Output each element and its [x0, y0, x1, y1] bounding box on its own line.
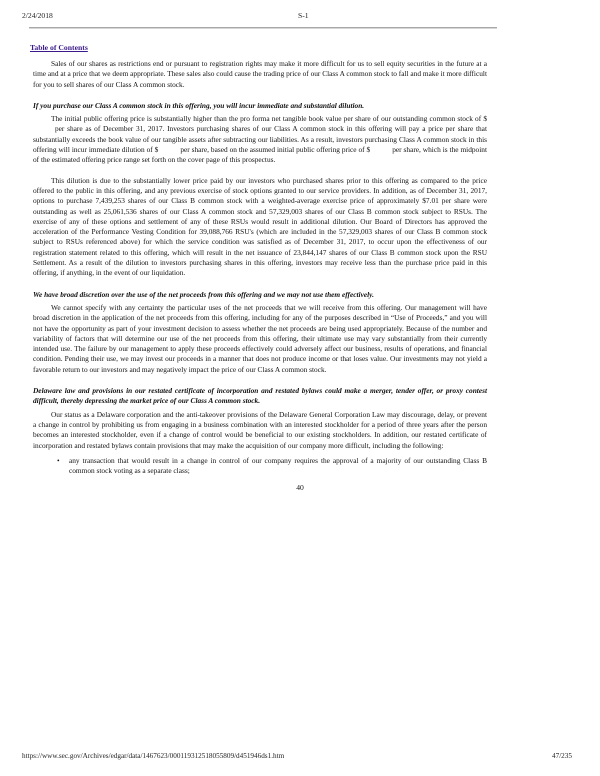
header-divider: [29, 27, 497, 29]
paragraph-dilution-cause: This dilution is due to the substantially lower price paid by our investors who purchased shares prior to this offering as compared to the price offered to the public in this offering, and any previous exercise of stock options granted to our service providers. In addition, as of December 31, 2017, options to purchase 7,439,253 shares of our Class B common stock with a weighted-average exercise price of approximately $7.01 per share were outstanding as well as 25,061,536 shares of our Class A common stock and 57,329,003 shares of our Class B common stock subject to RSUs. The exercise of any of these options and settlement of any of these RSUs would result in additional dilution. Our Board of Directors has approved the acceleration of the Performance Vesting Condition for 39,088,766 RSU's (which are included in the 57,329,003 shares of our Class B common stock subject to RSUs referenced above) for which the service condition was satisfied as of December 31, 2017, to occur upon the effectiveness of our registration statement related to this offering, which will result in the net issuance of 23,844,147 shares of our Class B common stock upon the RSU Settlement. As a result of the dilution to investors purchasing shares in this offering, investors may receive less than the purchase price paid in this offering, if anything, in the event of our liquidation.: [33, 175, 487, 278]
paragraph-initial-offering-price: The initial public offering price is substantially higher than the pro forma net tangible book value per share of our outstanding common stock of $per share as of December 31, 2017. Investors purchasing shares of our Class A common stock in this offering will pay a price per share that substantially exceeds the book value of our tangible assets after subtracting our liabilities. As a result, investors purchasing Class A common stock in this offering will incur immediate dilution of $ per share, based on the assumed initial public offering price of $ per share, which is the midpoint of the estimated offering price range set forth on the cover page of this prospectus.: [33, 114, 487, 165]
footer-page-count: 47/235: [552, 752, 572, 760]
page-number: 40: [296, 483, 304, 492]
risk-heading-delaware-law: Delaware law and provisions in our restated certificate of incorporation and restated bylaws could make a merger, tender offer, or proxy contest difficult, thereby depressing the market price of our Class A common stock.: [33, 386, 487, 406]
paragraph-sales-of-shares: Sales of our shares as restrictions end or pursuant to registration rights may make it more difficult for us to sell equity securities in the future at a time and at a price that we deem appropriate. These sales also could cause the trading price of our Class A common stock to fall and make it more difficult for you to sell shares of our Class A common stock.: [33, 59, 487, 89]
risk-heading-dilution: If you purchase our Class A common stock in this offering, you will incur immediate and substantial dilution.: [33, 100, 365, 110]
bullet-marker: •: [57, 455, 60, 465]
paragraph-net-proceeds: We cannot specify with any certainty the particular uses of the net proceeds that we will receive from this offering. Our management will have broad discretion in the application of the net proceeds from this offering, including for any of the purposes described in “Use of Proceeds,” and you will not have the opportunity as part of your investment decision to assess whether the net proceeds are being used appropriately. Because of the number and variability of factors that will determine our use of the net proceeds from this offering, their ultimate use may vary substantially from their currently intended use. The failure by our management to apply these proceeds effectively could adversely affect our business, results of operations, and financial condition. Pending their use, we may invest our proceeds in a manner that does not produce income or that loses value. Our investments may not yield a favorable return to our investors and may negatively impact the price of our Class A common stock.: [33, 302, 487, 374]
document-title: S-1: [298, 11, 309, 20]
paragraph-delaware-status: Our status as a Delaware corporation and the anti-takeover provisions of the Delaware General Corporation Law may discourage, delay, or prevent a change in control by prohibiting us from engaging in a business combination with an interested stockholder for a period of three years after the person becomes an interested stockholder, even if a change of control would be beneficial to our existing stockholders. In addition, our restated certificate of incorporation and restated bylaws contain provisions that may make the acquisition of our company more difficult, including the following:: [33, 409, 487, 450]
table-of-contents-link[interactable]: Table of Contents: [30, 43, 88, 52]
bullet-item-class-b-approval: • any transaction that would result in a change in control of our company requires the approval of a majority of our outstanding Class B common stock voting as a separate class;: [57, 455, 487, 476]
risk-heading-net-proceeds: We have broad discretion over the use of the net proceeds from this offering and we may not use them effectively.: [33, 289, 374, 299]
document-body: [33, 59, 487, 476]
footer-url: https://www.sec.gov/Archives/edgar/data/1467623/000119312518055809/d451946ds1.htm: [22, 752, 285, 760]
print-date: 2/24/2018: [22, 11, 53, 20]
